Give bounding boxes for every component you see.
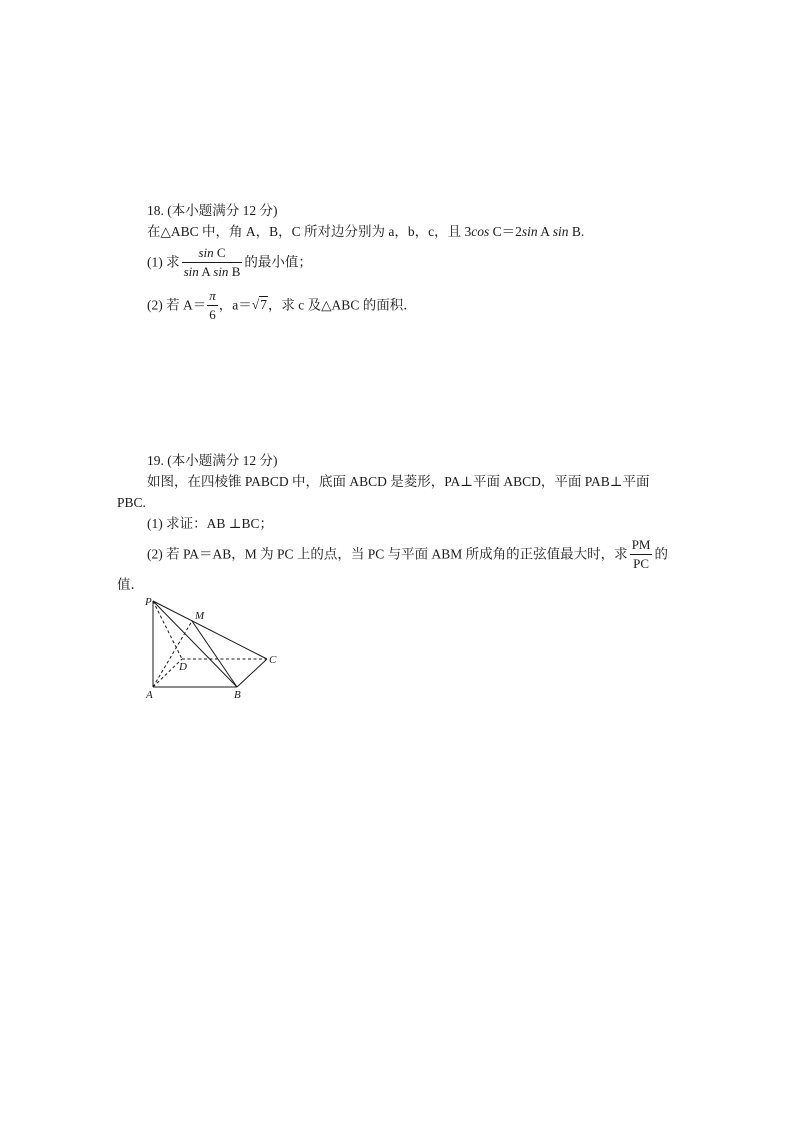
edge-PC [153,601,267,659]
label-B: B [234,689,241,701]
q18-part2-mid: ，a＝ [218,297,252,313]
q19-header: 19. (本小题满分 12 分) [147,453,278,468]
q18-stem-text-1: 在△ABC 中，角 A，B，C 所对边分别为 a，b，c，且 3 [147,224,472,239]
q18-part1-suffix: 的最小值； [244,254,312,270]
q18-part2-prefix: (2) 若 A＝ [147,297,207,313]
q18-stem-cos: cos [471,224,490,239]
q18-stem-text-2: C＝2 [489,224,522,239]
label-M: M [195,610,205,622]
q19-part1: (1) 求证：AB ⊥BC； [147,516,273,531]
q18-stem-text-4: B. [568,224,585,239]
label-A: A [146,689,153,701]
q19-stem-line1: 如图，在四棱锥 PABCD 中，底面 ABCD 是菱形，PA⊥平面 ABCD，平面 PAB⊥平面 [147,474,650,489]
q19-part2-suffix: 的 [654,546,668,562]
q18-part1-prefix: (1) 求 [147,254,180,270]
q18-part2-pi: π [207,289,218,306]
q18-part1-den-sin-a: sin [183,263,199,279]
label-D: D [179,661,187,673]
segment-MB [192,621,237,687]
label-P: P [145,596,152,608]
q18-part2-suffix: ，求 c 及△ABC 的面积． [267,297,417,313]
q18-part1-num-sin: sin [198,245,214,260]
edge-BC [237,659,267,687]
q18-part1-den-sin-b: sin [213,263,229,279]
q19-stem-line2: PBC. [117,495,146,510]
q19-part2-prefix: (2) 若 PA＝AB，M 为 PC 上的点，当 PC 与平面 ABM 所成角的正弦值最大时，求 [147,546,628,562]
q18-stem-sin-a: sin [521,224,538,239]
q19-part2-denominator: PC [633,555,650,571]
q19-part2-numerator: PM [630,538,653,555]
q18-part1-den-arg-b: B [228,263,241,279]
q18-part1-den-arg-a: A [198,263,214,279]
q18-part1-num-arg: C [213,245,226,260]
q18-part2-radical-sign: √ [251,297,260,313]
q18-stem-text-3: A [537,224,553,239]
q18-part2-radicand: 7 [260,297,267,313]
q18-stem-sin-b: sin [552,224,569,239]
segment-AM [153,621,192,687]
q18-header: 18. (本小题满分 12 分) [147,203,278,218]
q18-part2-six: 6 [209,306,216,322]
edge-PD [153,601,182,659]
label-C: C [269,654,277,666]
q19-part2-line2: 值． [117,577,144,592]
